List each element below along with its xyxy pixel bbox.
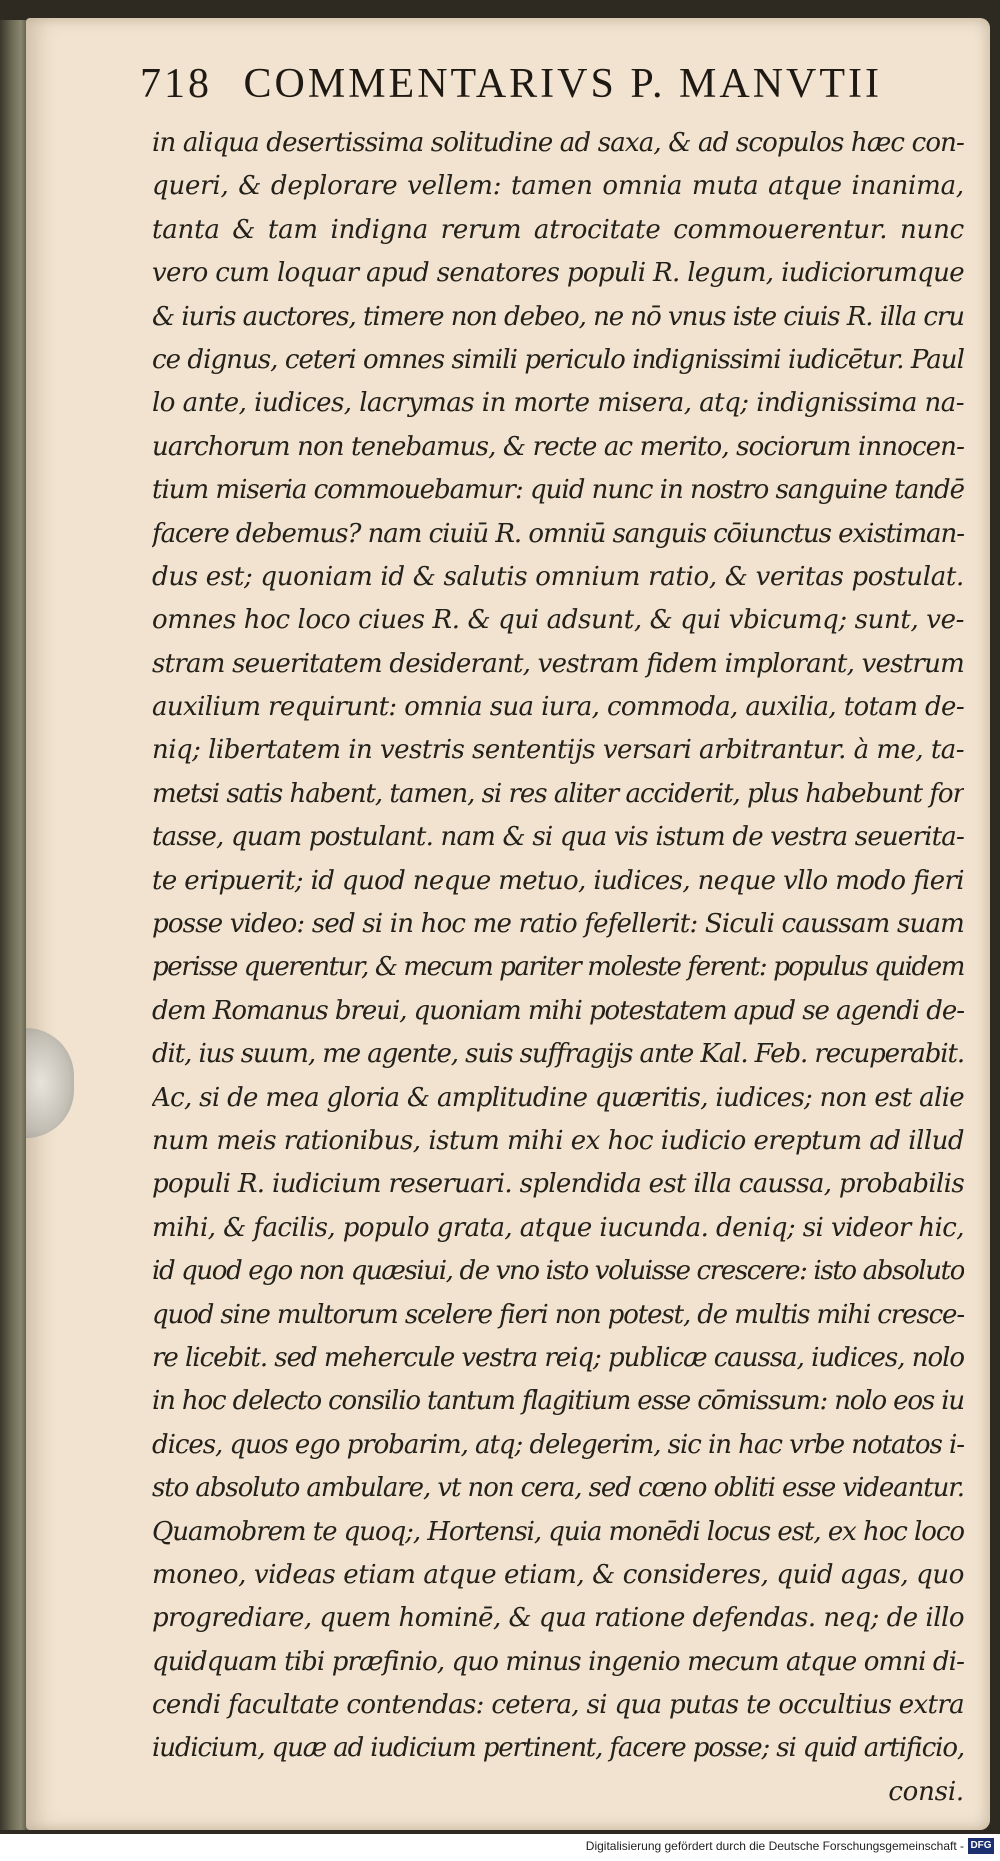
text-line: sto absoluto ambulare, vt non cera, sed cœno obliti esse videantur. — [152, 1473, 964, 1504]
text-line: Ac, si de mea gloria & amplitudine quæritis, iudices; non est alie — [152, 1082, 964, 1113]
text-line: uarchorum non tenebamus, & recte ac merito, sociorum innocen- — [152, 431, 964, 462]
text-line: tanta & tam indigna rerum atrocitate commouerentur. nunc — [152, 214, 964, 245]
text-line: queri, & deplorare vellem: tamen omnia muta atque inanima, — [152, 171, 964, 202]
text-line: auxilium requirunt: omnia sua iura, commoda, auxilia, totam de- — [152, 692, 964, 723]
text-line: Quamobrem te quoq;, Hortensi, quia monēdi locus est, ex hoc loco — [152, 1516, 964, 1547]
text-line: quod sine multorum scelere fieri non potest, de multis mihi cresce- — [152, 1299, 964, 1330]
text-line: dit, ius suum, me agente, suis suffragijs ante Kal. Feb. recuperabit. — [152, 1039, 964, 1070]
text-line: dus est; quoniam id & salutis omnium ratio, & veritas postulat. — [152, 561, 964, 592]
text-line: & iuris auctores, timere non debeo, ne nō vnus iste ciuis R. illa cru — [152, 301, 964, 332]
text-line: moneo, videas etiam atque etiam, & consideres, quid agas, quo — [152, 1559, 964, 1590]
text-block — [152, 122, 964, 1814]
text-line: progrediare, quem hominē, & qua ratione defendas. neq; de illo — [152, 1603, 964, 1634]
text-line: cendi facultate contendas: cetera, si qua putas te occultius extra — [152, 1690, 964, 1721]
text-line: dem Romanus breui, quoniam mihi potestatem apud se agendi de- — [152, 995, 964, 1026]
text-line: stram seueritatem desiderant, vestram fidem implorant, vestrum — [152, 648, 964, 679]
text-line: iudicium, quæ ad iudicium pertinent, facere posse; si quid artificio, — [152, 1733, 964, 1764]
text-line: tasse, quam postulant. nam & si qua vis istum de vestra seuerita- — [152, 822, 964, 853]
text-line: populi R. iudicium reseruari. splendida est illa caussa, probabilis — [152, 1169, 964, 1200]
text-line: dices, quos ego probarim, atq; delegerim, sic in hac vrbe notatos i- — [152, 1429, 964, 1460]
text-line: in hoc delecto consilio tantum flagitium esse cōmissum: nolo eos iu — [152, 1386, 964, 1417]
text-line: posse video: sed si in hoc me ratio fefellerit: Siculi caussam suam — [152, 909, 964, 940]
text-line: num meis rationibus, istum mihi ex hoc iudicio ereptum ad illud — [152, 1125, 964, 1156]
footer-credit: Digitalisierung gefördert durch die Deutsche Forschungsgemeinschaft - — [585, 1839, 964, 1853]
page-clip — [26, 1028, 74, 1138]
text-line: vero cum loquar apud senatores populi R. legum, iudiciorumque — [152, 258, 964, 289]
text-line: metsi satis habent, tamen, si res aliter acciderit, plus habebunt for — [152, 778, 964, 809]
text-line: perisse querentur, & mecum pariter moleste ferent: populus quidem — [152, 952, 964, 983]
text-line: id quod ego non quæsiui, de vno isto voluisse crescere: isto absoluto — [152, 1256, 964, 1287]
catchword: consi. — [888, 1776, 964, 1807]
text-line: ce dignus, ceteri omnes simili periculo indignissimi iudicētur. Paul — [152, 344, 964, 375]
text-line: mihi, & facilis, populo grata, atque iucunda. deniq; si videor hic, — [152, 1212, 964, 1243]
text-line: niq; libertatem in vestris sententijs versari arbitrantur. à me, ta- — [152, 735, 964, 766]
running-title: COMMENTARIVS P. MANVTII — [243, 61, 883, 107]
text-line: lo ante, iudices, lacrymas in morte misera, atq; indignissima na- — [152, 388, 964, 419]
text-line: facere debemus? nam ciuiū R. omniū sanguis cōiunctus existiman- — [152, 518, 964, 549]
text-line: re licebit. sed mehercule vestra reiq; publicæ caussa, iudices, nolo — [152, 1342, 964, 1373]
footer-bar — [0, 1834, 1000, 1861]
text-line: in aliqua desertissima solitudine ad saxa, & ad scopulos hæc con- — [152, 128, 964, 158]
text-line: te eripuerit; id quod neque metuo, iudices, neque vllo modo fieri — [152, 865, 964, 896]
text-line: quidquam tibi præfinio, quo minus ingenio mecum atque omni di- — [152, 1646, 964, 1677]
page-number: 718 — [140, 61, 212, 107]
text-line: omnes hoc loco ciues R. & qui adsunt, & qui vbicumq; sunt, ve- — [152, 605, 964, 636]
running-header — [140, 60, 960, 120]
text-line: tium miseria commouebamur: quid nunc in nostro sanguine tandē — [152, 475, 964, 506]
dfg-logo-icon: DFG — [968, 1838, 994, 1854]
